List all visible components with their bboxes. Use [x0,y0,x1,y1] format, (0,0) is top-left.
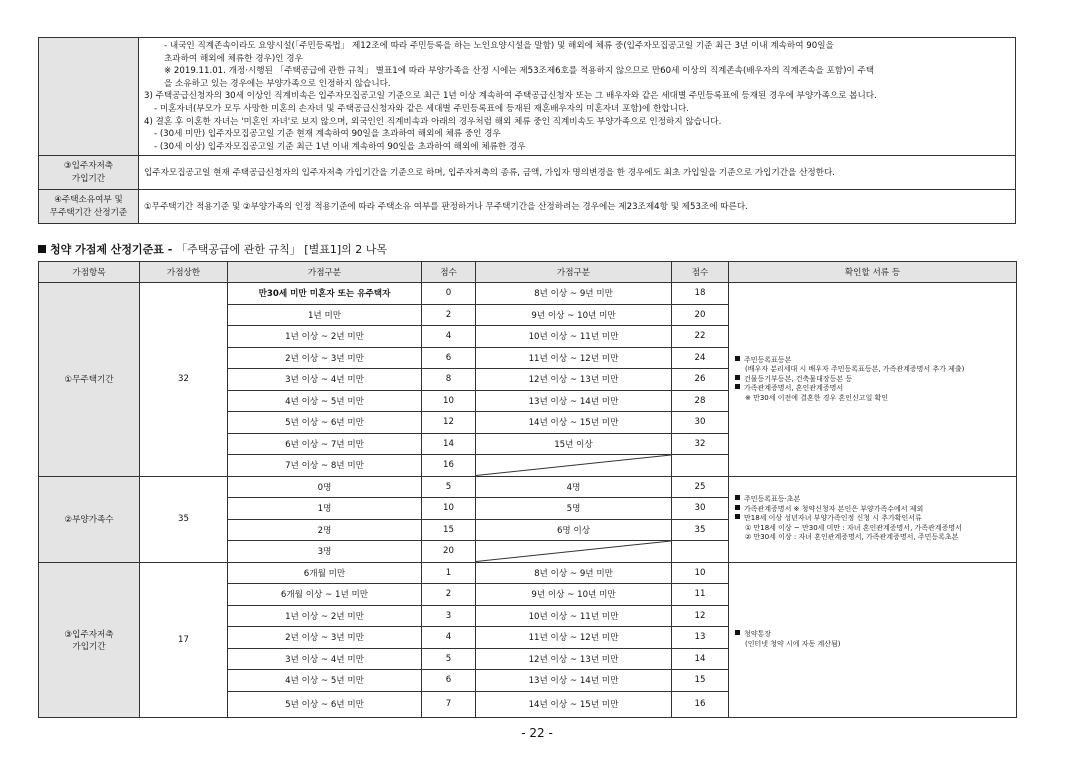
cell: 1명 [228,498,422,520]
note-line: 4) 결혼 후 이혼한 자녀는 '미혼인 자녀'로 보지 않으며, 외국인인 직계비속과 아래의 경우처럼 해외 체류 중인 직계비속도 부양가족으로 인정하지 않습니다. [144,116,722,127]
cell: 7년 이상 ~ 8년 미만 [228,455,422,477]
cell: 20 [672,304,729,326]
doc-text: 가족관계증명서 ※ 청약신청자 본인은 부양가족수에서 제외 [744,504,924,513]
docs-cell [729,476,1017,562]
cell: 12 [672,605,729,627]
page-number: - 22 - [521,726,553,740]
doc-line [735,384,1010,394]
cell: 4명 [476,476,672,498]
cell: 1년 미만 [228,304,422,326]
cell: 9년 이상 ~ 10년 미만 [476,584,672,606]
cell: 24 [672,347,729,369]
note-line: 3) 주택공급신청자의 30세 이상인 직계비속은 입주자모집공고일 기준으로 최근 1년 이상 계속하여 주택공급신청자 또는 그 배우자와 같은 세대별 주민등록표에 등재된 경우에 부양가족으로 봅니다. [144,91,877,102]
cell: 11년 이상 ~ 12년 미만 [476,347,672,369]
header-cell: 점수 [672,262,729,283]
doc-text: 주민등록표등·초본 [744,495,801,504]
note-line: - 미혼자녀(부모가 모두 사망한 미혼의 손자녀 및 주택공급신청자와 같은 세대별 주민등록표에 등재된 재혼배우자의 미혼자녀 포함)에 한합니다. [154,103,690,114]
header-row [39,262,1017,283]
cell: 3년 이상 ~ 4년 미만 [228,369,422,391]
square-bullet-icon [735,356,740,361]
cell: 4 [422,326,476,348]
table-row [39,476,1017,498]
cell: 8년 이상 ~ 9년 미만 [476,562,672,584]
cell: 25 [672,476,729,498]
cell: 26 [672,369,729,391]
cell: 16 [672,691,729,717]
cell: 16 [422,455,476,477]
doc-line: (인터넷 청약 시에 자동 계산됨) [745,639,841,648]
empty-cell [672,541,729,563]
cell: 32 [672,433,729,455]
group-label: ②부양가족수 [39,476,140,562]
cell: 8년 이상 ~ 9년 미만 [476,283,672,305]
note-line: - 내국인 직계존속이라도 요양시설(「주민등록법」 제12조에 따라 주민등록을 하는 노인요양시설을 말함) 및 해외에 체류 중(입주자모집공고일 기준 최근 3년 이내 계속하여 90일을 [164,41,834,51]
square-bullet-icon [735,630,740,635]
doc-line [735,495,1010,505]
group-max: 17 [140,562,228,717]
ownership-row [39,190,1016,224]
notes-table [38,37,1016,224]
score-table [38,261,1017,718]
cell: 8 [422,369,476,391]
cell: 1년 이상 ~ 2년 미만 [228,605,422,627]
square-bullet-icon [735,505,740,510]
group-max: 35 [140,476,228,562]
cell: 12 [422,412,476,434]
cell: 11 [672,584,729,606]
cell: 13년 이상 ~ 14년 미만 [476,670,672,692]
doc-line [735,356,1010,366]
cell: 15 [422,519,476,541]
notes-cell [139,38,1016,156]
cell: 20 [422,541,476,563]
cell: 12년 이상 ~ 13년 미만 [476,369,672,391]
doc-line [735,505,1010,515]
cell: 10 [672,562,729,584]
cell: 14 [672,648,729,670]
cell: 6개월 이상 ~ 1년 미만 [228,584,422,606]
cell: 10 [422,498,476,520]
cell: 11년 이상 ~ 12년 미만 [476,627,672,649]
notes-row [39,38,1016,156]
cell: 2 [422,304,476,326]
header-cell: 점수 [422,262,476,283]
cell: 6 [422,347,476,369]
cell: 6개월 미만 [228,562,422,584]
cell: 14년 이상 ~ 15년 미만 [476,412,672,434]
cell: 30 [672,498,729,520]
table-row [39,283,1017,305]
square-bullet-icon [38,245,46,253]
cell: 14 [422,433,476,455]
square-bullet-icon [735,495,740,500]
cell: 4 [422,627,476,649]
cell: 15 [672,670,729,692]
section-title [38,241,387,257]
savings-period-row [39,156,1016,190]
cell: 35 [672,519,729,541]
cell: 7 [422,691,476,717]
cell: 6 [422,670,476,692]
note-line: ※ 2019.11.01. 개정·시행된 「주택공급에 관한 규칙」 별표1에 따라 부양가족을 산정 시에는 제53조제6호를 적용하지 않으므로 만60세 이상의 직계존속(배우자의 직계존속을 포함)이 주택 [164,66,875,77]
cell: 2명 [228,519,422,541]
notes-label-cell [39,38,139,156]
cell: 13년 이상 ~ 14년 미만 [476,390,672,412]
cell: 2년 이상 ~ 3년 미만 [228,347,422,369]
label-line: 가입기간 [71,173,106,184]
savings-period-text: 입주자모집공고일 현재 주택공급신청자의 입주자저축 가입기간을 기준으로 하며, 입주자저축의 종류, 금액, 가입자 명의변경을 한 경우에도 최초 가입일을 기준으로 가입기간을 산정한다. [139,156,1016,190]
cell: 2년 이상 ~ 3년 미만 [228,627,422,649]
note-line: - (30세 이상) 입주자모집공고일 기준 최근 1년 이내 계속하여 90일을 초과하여 해외에 체류한 경우 [154,141,526,152]
header-cell: 가점구분 [228,262,422,283]
square-bullet-icon [735,514,740,519]
docs-cell [729,283,1017,477]
cell: 6년 이상 ~ 7년 미만 [228,433,422,455]
label-line: ④주택소유여부 및 [54,195,123,206]
ownership-label [39,190,139,224]
doc-text: 청약통장 [744,630,772,638]
cell: 만30세 미만 미혼자 또는 유주택자 [228,283,422,305]
cell: 5 [422,476,476,498]
header-cell: 가점구분 [476,262,672,283]
cell: 0명 [228,476,422,498]
cell: 10년 이상 ~ 11년 미만 [476,605,672,627]
ownership-text: ①무주택기간 적용기준 및 ②부양가족의 인정 적용기준에 따라 주택소유 여부를 판정하거나 무주택기간을 산정하려는 경우에는 제23조제4항 및 제53조에 따른다. [139,190,1016,224]
cell: 1 [422,562,476,584]
doc-line: ① 만18세 이상 ~ 만30세 미만 : 자녀 혼인관계증명서, 가족관계증명서 [745,523,962,532]
label-line: ③입주자저축 [64,629,114,640]
diagonal-line [476,541,671,562]
cell: 0 [422,283,476,305]
group-max: 32 [140,283,228,477]
cell: 5년 이상 ~ 6년 미만 [228,412,422,434]
cell: 5년 이상 ~ 6년 미만 [228,691,422,717]
note-line: 초과하여 해외에 체류한 경우)인 경우 [164,53,303,64]
cell: 22 [672,326,729,348]
cell: 15년 이상 [476,433,672,455]
doc-text: 건물등기부등본, 건축물대장등본 등 [744,374,853,383]
doc-line: (배우자 분리세대 시 배우자 주민등록표등본, 가족관계증명서 추가 제출) [745,365,965,373]
square-bullet-icon [735,375,740,380]
header-cell: 가점항목 [39,262,140,283]
section-title-ref: 「주택공급에 관한 규칙」 [별표1]의 2 나목 [176,243,387,256]
doc-text: 주민등록표등본 [744,355,792,364]
empty-cell [672,455,729,477]
doc-line [735,375,1010,385]
header-cell: 가점상한 [140,262,228,283]
empty-diagonal-cell [476,455,672,477]
doc-line [735,630,1010,640]
cell: 18 [672,283,729,305]
doc-line [735,514,1010,524]
empty-diagonal-cell [476,541,672,563]
cell: 14년 이상 ~ 15년 미만 [476,691,672,717]
cell: 5명 [476,498,672,520]
cell: 28 [672,390,729,412]
cell: 3년 이상 ~ 4년 미만 [228,648,422,670]
label-line: ③입주자저축 [63,161,114,172]
savings-period-label [39,156,139,190]
cell: 2 [422,584,476,606]
square-bullet-icon [735,384,740,389]
doc-text: 만18세 이상 성년자녀 부양가족인정 신청 시 추가확인서류 [744,514,922,523]
cell: 9년 이상 ~ 10년 미만 [476,304,672,326]
header-cell: 확인할 서류 등 [729,262,1017,283]
cell: 6명 이상 [476,519,672,541]
cell: 4년 이상 ~ 5년 미만 [228,390,422,412]
diagonal-line [476,455,671,476]
note-line: - (30세 미만) 입주자모집공고일 기준 현재 계속하여 90일을 초과하여 해외에 체류 중인 경우 [154,129,501,140]
cell: 4년 이상 ~ 5년 미만 [228,670,422,692]
cell: 12년 이상 ~ 13년 미만 [476,648,672,670]
note-line: 을 소유하고 있는 경우에는 부양가족으로 인정하지 않습니다. [164,78,391,89]
table-row [39,562,1017,584]
label-line: 가입기간 [72,641,106,652]
label-line: 무주택기간 산정기준 [49,207,128,218]
cell: 1년 이상 ~ 2년 미만 [228,326,422,348]
cell: 10 [422,390,476,412]
cell: 3명 [228,541,422,563]
docs-cell [729,562,1017,717]
cell: 5 [422,648,476,670]
doc-text: 가족관계증명서, 혼인관계증명서 [744,384,844,392]
cell: 13 [672,627,729,649]
group-label [39,562,140,717]
cell: 10년 이상 ~ 11년 미만 [476,326,672,348]
doc-line: ※ 만30세 이전에 결혼한 경우 혼인신고일 확인 [745,393,889,402]
cell: 30 [672,412,729,434]
cell: 3 [422,605,476,627]
doc-line: ② 만30세 이상 : 자녀 혼인관계증명서, 가족관계증명서, 주민등록초본 [745,533,959,542]
section-title-prefix: 청약 가점제 산정기준표 - [50,243,177,256]
group-label: ①무주택기간 [39,283,140,477]
